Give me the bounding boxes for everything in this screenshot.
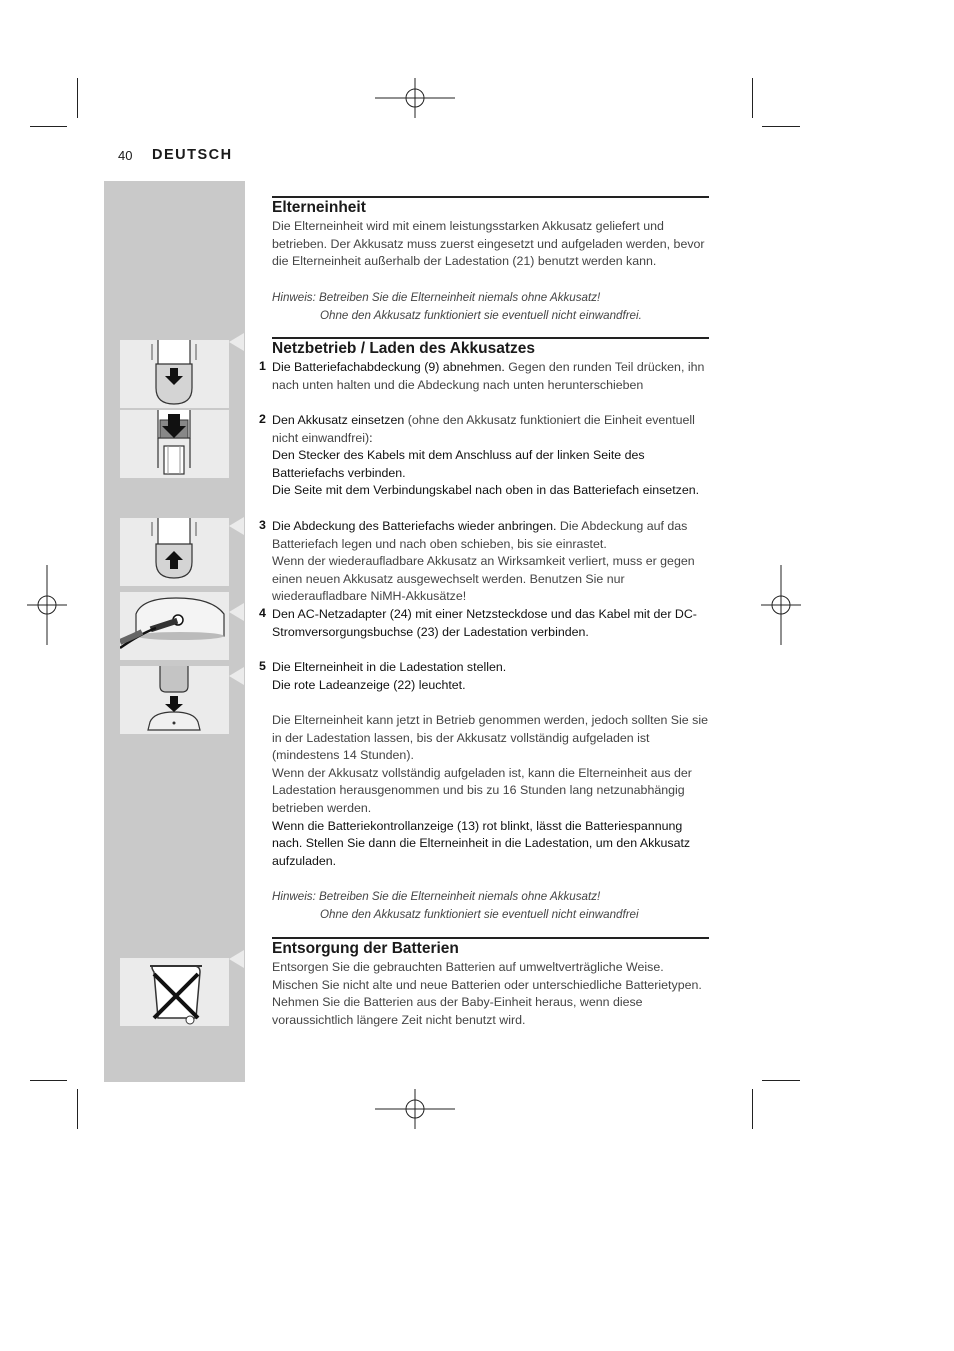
- hint-line: Ohne den Akkusatz funktioniert sie eventuell nicht einwandfrei.: [320, 308, 642, 322]
- section-rule: [272, 196, 709, 198]
- pointer-arrow: [229, 603, 244, 621]
- pointer-arrow: [229, 333, 244, 351]
- crop-mark: [30, 1080, 67, 1081]
- language-heading: DEUTSCH: [152, 147, 233, 163]
- step-extra: Die rote Ladeanzeige (22) leuchtet.: [272, 677, 466, 692]
- hint-line: Ohne den Akkusatz funktioniert sie eventuell nicht einwandfrei: [320, 907, 639, 921]
- step-detail: Die Abdeckung auf das Batteriefach legen und nach oben schieben, bis sie einrastet.: [272, 519, 688, 551]
- pointer-arrow: [229, 667, 244, 685]
- step-text: [272, 659, 712, 694]
- step-text: [272, 518, 712, 606]
- registration-mark-icon: [375, 78, 455, 118]
- section-body: Entsorgen Sie die gebrauchten Batterien auf umweltverträgliche Weise. Mischen Sie nicht alte und neue Batterien oder unterschiedliche Batterietypen. Nehmen Sie die Batterien aus der Baby-Einheit heraus, wenn diese voraussichtlich längere Zeit nicht benutzt wird.: [272, 960, 702, 1027]
- section-body: Die Elterneinheit wird mit einem leistungsstarken Akkusatz geliefert und betrieben. Der Akkusatz muss zuerst eingesetzt und aufgeladen werden, bevor die Elterneinheit außerhalb der Ladestation (21) benutzt werden kann.: [272, 219, 705, 269]
- crop-mark: [762, 1080, 800, 1081]
- step-instruction: Den AC-Netzadapter (24) mit einer Netzsteckdose und das Kabel mit der DC-Stromversorgungsbuchse (23) der Ladestation verbinden.: [272, 607, 697, 639]
- insert-battery-icon: [120, 410, 229, 478]
- crop-mark: [30, 126, 67, 127]
- section-heading: Entsorgung der Batterien: [272, 940, 459, 957]
- crop-mark: [762, 126, 800, 127]
- attach-cover-icon: [120, 518, 229, 586]
- step-number: 4: [259, 606, 266, 620]
- step-extra: Den Stecker des Kabels mit dem Anschluss auf der linken Seite des Batteriefachs verbinden.: [272, 448, 645, 480]
- page-number: 40: [118, 148, 133, 163]
- crop-mark: [752, 78, 753, 118]
- hint-note: [272, 888, 712, 923]
- pointer-arrow: [229, 517, 244, 535]
- pointer-arrow: [229, 950, 244, 968]
- step-text: [272, 606, 712, 641]
- registration-mark-icon: [761, 565, 801, 645]
- crop-mark: [77, 78, 78, 118]
- step-detail: (ohne den Akkusatz funktioniert die Einheit eventuell nicht einwandfrei): [272, 413, 695, 445]
- section-heading: Elterneinheit: [272, 199, 366, 216]
- crop-mark: [77, 1089, 78, 1129]
- body-text: Die Elterneinheit kann jetzt in Betrieb genommen werden, jedoch sollten Sie sie in der Ladestation lassen, bis der Akkusatz vollständig aufgeladen ist (mindestens 14 Stunden).: [272, 713, 708, 763]
- section-rule: [272, 337, 709, 339]
- hint-line: Hinweis: Betreiben Sie die Elterneinheit niemals ohne Akkusatz!: [272, 291, 601, 304]
- step-extra: Wenn der wiederaufladbare Akkusatz an Wirksamkeit verliert, muss er gegen einen neuen Akkusatz ausgewechselt werden. Benutzen Sie nur wiederaufladbare NiMH-Akkusätze!: [272, 554, 695, 604]
- step-instruction: Die Abdeckung des Batteriefachs wieder anbringen.: [272, 519, 557, 533]
- registration-mark-icon: [27, 565, 67, 645]
- step-extra: Die Seite mit dem Verbindungskabel nach oben in das Batteriefach einsetzen.: [272, 483, 700, 498]
- step-text: [272, 412, 712, 500]
- section-rule: [272, 937, 709, 939]
- crossed-bin-icon: [120, 958, 229, 1026]
- remove-cover-icon: [120, 340, 229, 408]
- registration-mark-icon: [375, 1089, 455, 1129]
- step-colon: :: [369, 430, 373, 445]
- place-in-charger-icon: [120, 666, 229, 734]
- body-text: Wenn der Akkusatz vollständig aufgeladen ist, kann die Elterneinheit aus der Ladestation herausgenommen und bis zu 16 Stunden lang netzunabhängig betrieben werden.: [272, 765, 692, 815]
- step-detail: Gegen den runden Teil drücken, ihn nach unten halten und die Abdeckung nach unten herunterschieben: [272, 360, 705, 392]
- step-number: 3: [259, 518, 266, 532]
- step-number: 2: [259, 412, 266, 426]
- body-text: Wenn die Batteriekontrollanzeige (13) rot blinkt, lässt die Batteriespannung nach. Stellen Sie dann die Elterneinheit in die Ladestation, um den Akkusatz aufzuladen.: [272, 818, 691, 868]
- hint-line: Hinweis: Betreiben Sie die Elterneinheit niemals ohne Akkusatz!: [272, 890, 601, 903]
- step-instruction: Den Akkusatz einsetzen: [272, 413, 405, 427]
- crop-mark: [752, 1089, 753, 1129]
- step-number: 5: [259, 659, 266, 673]
- hint-note: [272, 289, 712, 324]
- step-instruction: Die Elterneinheit in die Ladestation stellen.: [272, 660, 507, 674]
- section-heading: Netzbetrieb / Laden des Akkusatzes: [272, 340, 536, 357]
- step-instruction: Die Batteriefachabdeckung (9) abnehmen.: [272, 360, 505, 374]
- step-text: [272, 359, 712, 394]
- step-number: 1: [259, 359, 266, 373]
- plug-adapter-icon: [120, 592, 229, 660]
- section-body: [272, 712, 712, 870]
